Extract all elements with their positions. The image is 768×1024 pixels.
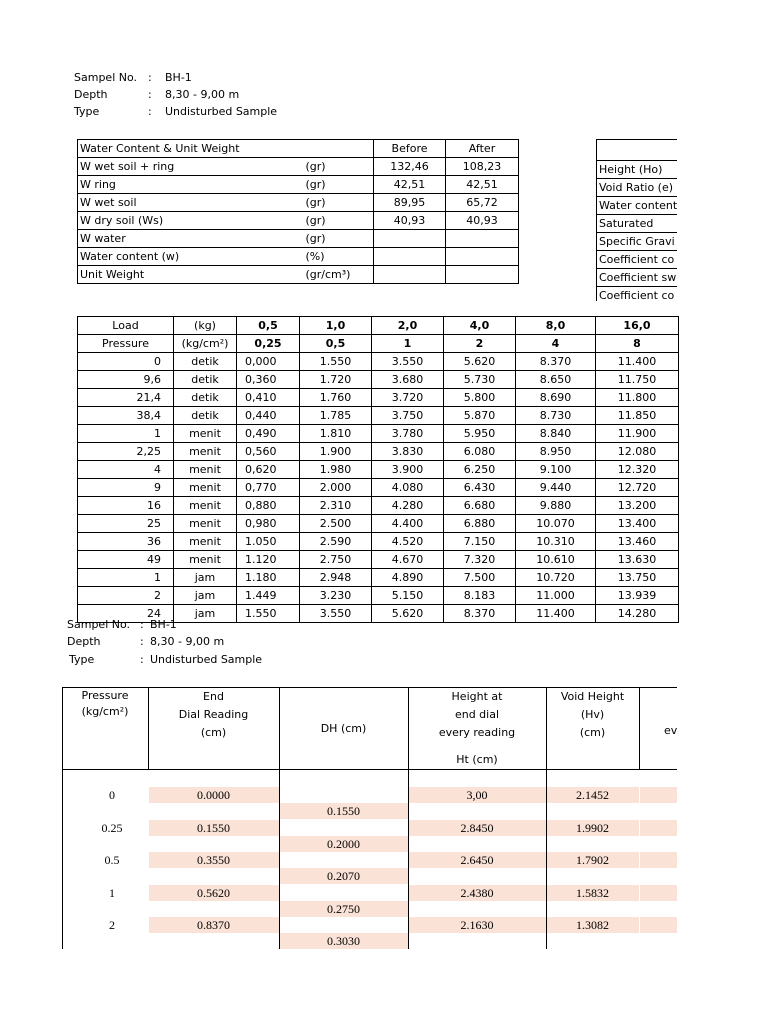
reading-value: 3.830 [372,443,444,461]
reading-value: 3.780 [372,425,444,443]
reading-time-unit: menit [174,443,237,461]
header-value: Undisturbed Sample [150,653,263,666]
calc-void: 1.7902 [576,853,609,867]
cell-highlight [640,787,677,803]
wc-after: 40,93 [446,212,519,230]
reading-value: 0,000 [237,353,300,371]
cell-highlight [640,885,677,901]
reading-value: 4.400 [372,515,444,533]
reading-value: 11.000 [516,587,596,605]
reading-value: 7.320 [444,551,516,569]
pressure-value: 1 [372,335,444,353]
reading-value: 5.150 [372,587,444,605]
reading-value: 5.730 [444,371,516,389]
reading-time-unit: menit [174,461,237,479]
side-table [596,139,677,301]
reading-value: 0,620 [237,461,300,479]
reading-value: 6.250 [444,461,516,479]
wc-unit: (gr) [304,176,374,194]
reading-value: 8.840 [516,425,596,443]
calc-dh: 0.2000 [327,836,360,851]
calc-void: 1.9902 [576,820,609,835]
side-row [597,269,678,287]
reading-value: 0,980 [237,515,300,533]
wc-unit: (gr/cm³) [304,266,374,284]
calc-table [62,687,677,949]
wc-row [78,212,519,230]
calc-pressure: 1 [109,885,115,900]
reading-value: 13.200 [596,497,679,515]
calc-height: 2.6450 [460,853,494,867]
reading-time: 1 [78,425,174,443]
reading-value: 6.680 [444,497,516,515]
reading-time-unit: menit [174,533,237,551]
wc-before: 42,51 [374,176,446,194]
wc-before [374,230,446,248]
wc-after: 65,72 [446,194,519,212]
reading-value: 1.785 [300,407,372,425]
reading-value: 2.000 [300,479,372,497]
reading-time: 16 [78,497,174,515]
reading-value: 10.610 [516,551,596,569]
wc-row [78,158,519,176]
reading-value: 3.550 [372,353,444,371]
reading-value: 8.730 [516,407,596,425]
side-row [597,197,678,215]
header-value: Undisturbed Sample [165,105,278,118]
reading-row [78,551,679,569]
calc-pressure: 2 [109,918,115,932]
load-value: 16,0 [596,317,679,335]
reading-value: 1.180 [237,569,300,587]
wc-row [78,248,519,266]
pressure-label: Pressure [78,335,174,353]
reading-time: 24 [78,605,174,623]
wc-after [446,266,519,284]
calc-void: 1.3082 [576,918,609,932]
calc-pressure: 0.5 [104,853,120,867]
load-value: 0,5 [237,317,300,335]
reading-row [78,443,679,461]
calc-header-height: Height at end dial every reading Ht (cm) [438,690,516,766]
reading-value: 1.550 [300,353,372,371]
reading-time: 25 [78,515,174,533]
wc-label: W ring [78,176,304,194]
side-row [597,161,678,179]
reading-value: 1.550 [237,605,300,623]
reading-value: 5.870 [444,407,516,425]
reading-value: 8.950 [516,443,596,461]
reading-value: 0,560 [237,443,300,461]
wc-col-before: Before [374,140,446,158]
side-row [597,251,678,269]
calc-height: 2.4380 [460,885,494,900]
reading-value: 4.280 [372,497,444,515]
reading-value: 6.080 [444,443,516,461]
reading-value: 5.620 [444,353,516,371]
wc-label: W wet soil + ring [78,158,304,176]
side-label: Coefficient co [597,287,678,302]
wc-col-after: After [446,140,519,158]
reading-time-unit: menit [174,497,237,515]
reading-value: 8.370 [444,605,516,623]
reading-value: 3.680 [372,371,444,389]
reading-time: 49 [78,551,174,569]
reading-row [78,533,679,551]
header-label: Depth [67,635,101,648]
header-label: Type [74,105,100,118]
wc-before: 132,46 [374,158,446,176]
reading-value: 3.900 [372,461,444,479]
reading-value: 10.310 [516,533,596,551]
pressure-value: 0,5 [300,335,372,353]
reading-row [78,407,679,425]
header-row: Type : Undisturbed Sample [69,653,263,666]
cell-highlight [640,917,677,933]
reading-value: 3.230 [300,587,372,605]
side-row [597,215,678,233]
water-content-table [77,139,519,284]
pressure-value: 8 [596,335,679,353]
reading-value: 10.720 [516,569,596,587]
side-label: Coefficient sw [597,269,678,287]
reading-value: 8.650 [516,371,596,389]
reading-value: 14.280 [596,605,679,623]
reading-value: 11.850 [596,407,679,425]
reading-time-unit: menit [174,479,237,497]
reading-value: 1.050 [237,533,300,551]
reading-time: 38,4 [78,407,174,425]
reading-row [78,479,679,497]
side-row [597,140,678,161]
side-row [597,179,678,197]
reading-row [78,371,679,389]
reading-value: 5.950 [444,425,516,443]
wc-before [374,248,446,266]
calc-end-dial: 0.3550 [197,853,230,867]
wc-row [78,194,519,212]
side-label [597,140,678,161]
reading-value: 12.720 [596,479,679,497]
wc-label: Water content (w) [78,248,304,266]
reading-value: 13.750 [596,569,679,587]
wc-after: 42,51 [446,176,519,194]
reading-time: 36 [78,533,174,551]
reading-value: 0,440 [237,407,300,425]
reading-value: 7.150 [444,533,516,551]
calc-header-next: ev [664,724,677,737]
header-label: Sampel No. [67,618,131,631]
reading-time-unit: jam [174,587,237,605]
pressure-unit: (kg/cm²) [174,335,237,353]
reading-row [78,515,679,533]
side-label: Saturated [597,215,678,233]
reading-value: 0,770 [237,479,300,497]
calc-height: 3,00 [466,788,488,802]
wc-before: 40,93 [374,212,446,230]
pressure-value: 4 [516,335,596,353]
reading-value: 5.620 [372,605,444,623]
reading-row [78,587,679,605]
reading-value: 12.080 [596,443,679,461]
reading-value: 8.370 [516,353,596,371]
reading-time: 9,6 [78,371,174,389]
header-value: 8,30 - 9,00 m [165,88,240,101]
reading-value: 0,880 [237,497,300,515]
reading-value: 1.900 [300,443,372,461]
reading-row [78,389,679,407]
reading-time-unit: menit [174,515,237,533]
side-label: Coefficient co [597,251,678,269]
wc-before: 89,95 [374,194,446,212]
reading-value: 1.760 [300,389,372,407]
side-label: Height (Ho) [597,161,678,179]
reading-time: 0 [78,353,174,371]
header-label: Type [69,653,95,666]
reading-row [78,569,679,587]
reading-value: 2.500 [300,515,372,533]
load-value: 8,0 [516,317,596,335]
header-label: Sampel No. [74,71,138,84]
reading-value: 0,360 [237,371,300,389]
cell-highlight [640,820,677,836]
reading-value: 11.750 [596,371,679,389]
reading-value: 8.690 [516,389,596,407]
wc-label: W water [78,230,304,248]
calc-dh: 0.2070 [327,869,360,883]
reading-time-unit: menit [174,551,237,569]
wc-row [78,266,519,284]
reading-value: 3.720 [372,389,444,407]
reading-value: 11.400 [516,605,596,623]
header-value: 8,30 - 9,00 m [150,635,225,648]
reading-value: 2.750 [300,551,372,569]
wc-row [78,230,519,248]
calc-end-dial: 0.1550 [197,820,230,835]
reading-value: 13.939 [596,587,679,605]
calc-header-void: Void Height (Hv) (cm) [560,690,625,739]
calc-void: 1.5832 [576,885,609,900]
load-value: 1,0 [300,317,372,335]
reading-row [78,461,679,479]
wc-after [446,230,519,248]
reading-time-unit: jam [174,569,237,587]
reading-value: 1.980 [300,461,372,479]
calc-end-dial: 0.8370 [197,918,230,932]
side-label: Specific Gravi [597,233,678,251]
wc-title: Water Content & Unit Weight [78,140,374,158]
calc-dh: 0.1550 [327,804,360,818]
reading-value: 9.440 [516,479,596,497]
load-value: 4,0 [444,317,516,335]
reading-time: 9 [78,479,174,497]
reading-time-unit: detik [174,353,237,371]
reading-value: 4.080 [372,479,444,497]
reading-time: 21,4 [78,389,174,407]
load-table [77,316,679,623]
reading-value: 1.120 [237,551,300,569]
wc-label: Unit Weight [78,266,304,284]
wc-label: W wet soil [78,194,304,212]
reading-value: 13.400 [596,515,679,533]
pressure-value: 0,25 [237,335,300,353]
wc-unit: (gr) [304,230,374,248]
reading-value: 11.800 [596,389,679,407]
reading-value: 1.449 [237,587,300,605]
reading-time-unit: detik [174,371,237,389]
calc-dh: 0.2750 [327,901,360,916]
header-row: Sampel No. : BH-1 [74,71,192,84]
reading-value: 1.810 [300,425,372,443]
load-value: 2,0 [372,317,444,335]
calc-end-dial: 0.5620 [197,885,230,900]
reading-value: 11.400 [596,353,679,371]
reading-value: 0,490 [237,425,300,443]
reading-value: 0,410 [237,389,300,407]
reading-time-unit: detik [174,407,237,425]
calc-header-pressure: Pressure (kg/cm²) [81,689,129,718]
reading-value: 5.800 [444,389,516,407]
reading-value: 2.310 [300,497,372,515]
wc-row [78,176,519,194]
wc-unit: (gr) [304,158,374,176]
wc-unit: (gr) [304,194,374,212]
wc-unit: (gr) [304,212,374,230]
header-label: Depth [74,88,108,101]
wc-after: 108,23 [446,158,519,176]
reading-time: 4 [78,461,174,479]
reading-time-unit: jam [174,605,237,623]
reading-value: 11.900 [596,425,679,443]
reading-value: 10.070 [516,515,596,533]
reading-value: 6.430 [444,479,516,497]
header-row: Depth : 8,30 - 9,00 m [67,635,225,648]
side-label: Void Ratio (e) [597,179,678,197]
header-value: BH-1 [165,71,192,84]
reading-row [78,353,679,371]
side-row [597,287,678,302]
wc-label: W dry soil (Ws) [78,212,304,230]
reading-value: 3.550 [300,605,372,623]
reading-value: 9.880 [516,497,596,515]
reading-time-unit: menit [174,425,237,443]
header-row: Depth : 8,30 - 9,00 m [74,88,240,101]
reading-time-unit: detik [174,389,237,407]
calc-dh: 0.3030 [327,934,360,948]
reading-time: 1 [78,569,174,587]
reading-value: 2.590 [300,533,372,551]
wc-unit: (%) [304,248,374,266]
calc-height: 2.1630 [460,918,494,932]
calc-void: 2.1452 [576,788,609,802]
reading-value: 6.880 [444,515,516,533]
calc-header-dh: DH (cm) [320,722,367,735]
reading-value: 3.750 [372,407,444,425]
header-row: Sampel No. : BH-1 [67,618,177,631]
pressure-value: 2 [444,335,516,353]
reading-value: 4.520 [372,533,444,551]
calc-height: 2.8450 [460,820,494,835]
reading-value: 7.500 [444,569,516,587]
reading-value: 12.320 [596,461,679,479]
side-label: Water content [597,197,678,215]
reading-value: 8.183 [444,587,516,605]
side-table-clip [596,139,677,301]
reading-value: 13.460 [596,533,679,551]
reading-value: 4.670 [372,551,444,569]
header-value: BH-1 [150,618,177,631]
reading-time: 2,25 [78,443,174,461]
reading-value: 13.630 [596,551,679,569]
reading-value: 9.100 [516,461,596,479]
header-row: Type : Undisturbed Sample [74,105,278,118]
calc-end-dial: 0.0000 [197,788,230,802]
reading-value: 2.948 [300,569,372,587]
reading-row [78,497,679,515]
reading-time: 2 [78,587,174,605]
calc-header-end-dial: End Dial Reading (cm) [178,690,249,739]
calc-pressure: 0 [109,788,115,802]
load-label: Load [78,317,174,335]
reading-value: 1.720 [300,371,372,389]
side-row [597,233,678,251]
wc-before [374,266,446,284]
cell-highlight [640,852,677,868]
load-unit: (kg) [174,317,237,335]
calc-pressure: 0.25 [101,820,123,835]
wc-after [446,248,519,266]
reading-row [78,425,679,443]
reading-value: 4.890 [372,569,444,587]
